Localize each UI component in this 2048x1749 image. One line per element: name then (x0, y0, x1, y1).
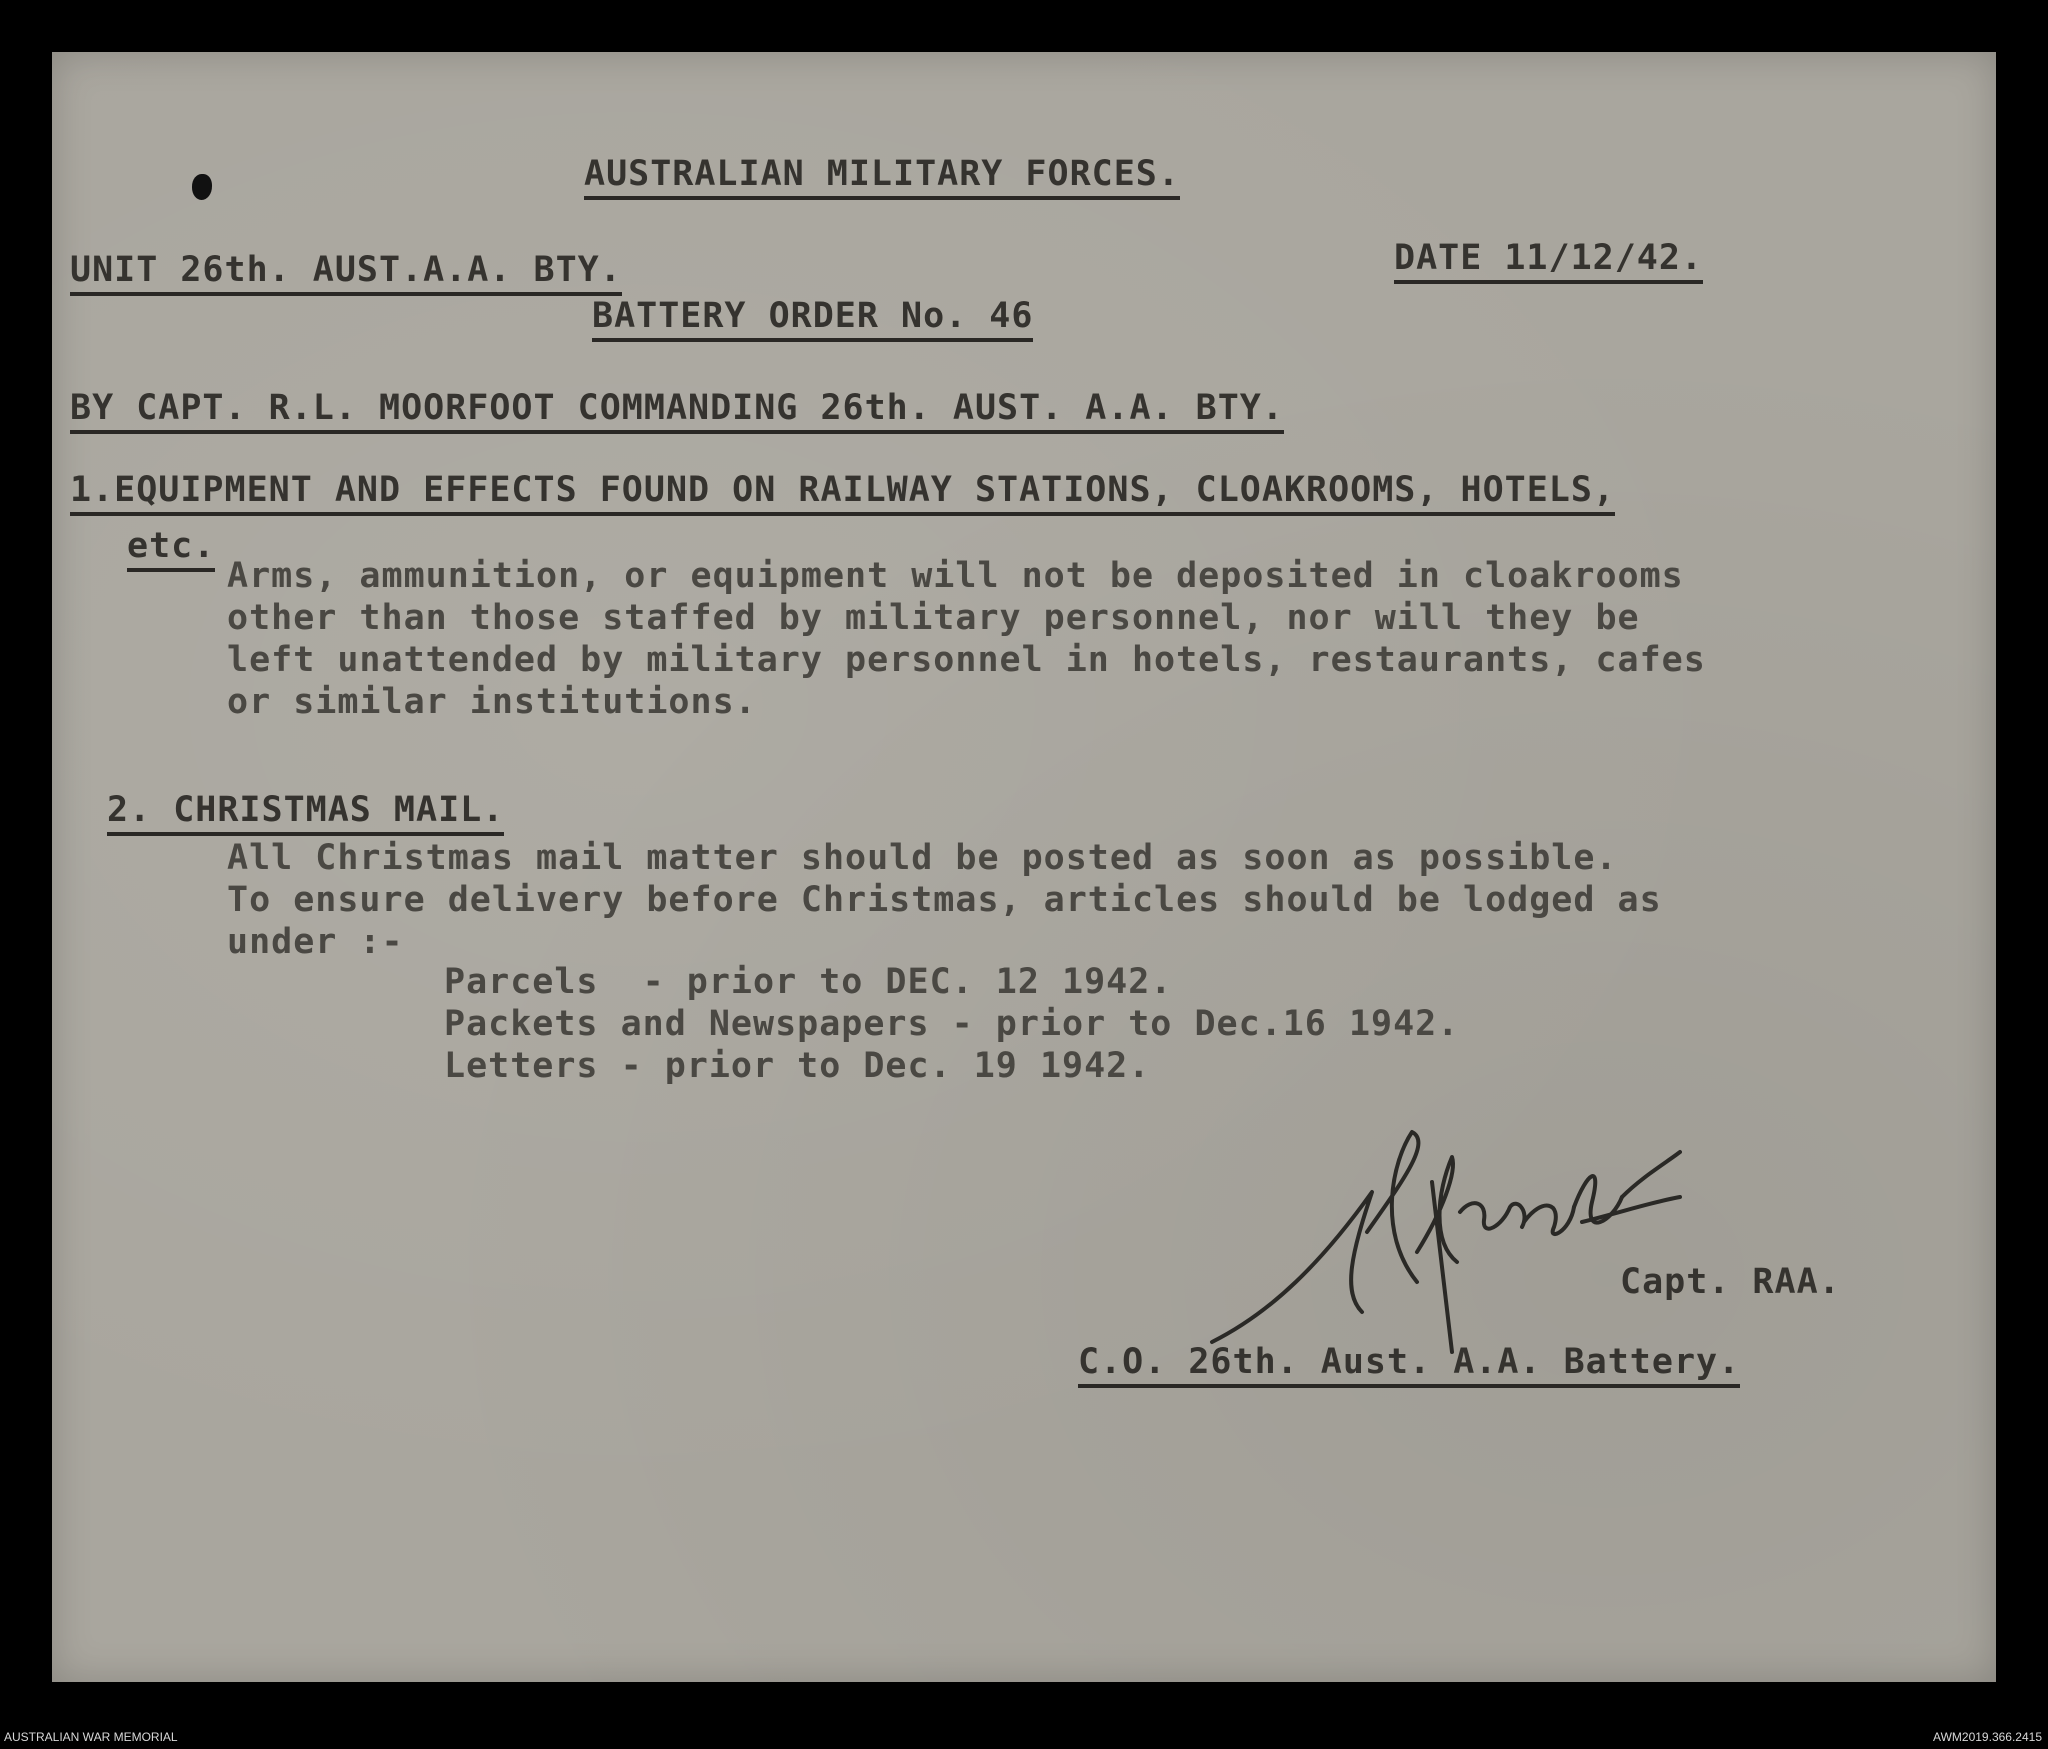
schedule-line: Packets and Newspapers - prior to Dec.16 1942. (444, 1004, 1460, 1044)
section1-body-line: other than those staffed by military personnel, nor will they be (227, 598, 1640, 638)
section1-body-line: or similar institutions. (227, 682, 757, 722)
section1-body-line: left unattended by military personnel in hotels, restaurants, cafes (227, 640, 1706, 680)
schedule-line: Letters - prior to Dec. 19 1942. (444, 1046, 1151, 1086)
signatory-title: C.O. 26th. Aust. A.A. Battery. (1078, 1342, 1740, 1388)
section2-body-line: To ensure delivery before Christmas, articles should be lodged as (227, 880, 1662, 920)
order-number: BATTERY ORDER No. 46 (592, 296, 1033, 342)
schedule-line: Parcels - prior to DEC. 12 1942. (444, 962, 1173, 1002)
section1-heading: 1.EQUIPMENT AND EFFECTS FOUND ON RAILWAY STATIONS, CLOAKROOMS, HOTELS, (70, 470, 1615, 516)
section2-body-line: under :- (227, 922, 404, 962)
section1-heading-cont: etc. (127, 526, 215, 572)
document-title: AUSTRALIAN MILITARY FORCES. (584, 154, 1180, 200)
unit-line: UNIT 26th. AUST.A.A. BTY. (70, 250, 622, 296)
document-page (52, 52, 1996, 1682)
section2-heading: 2. CHRISTMAS MAIL. (107, 790, 504, 836)
punch-hole (192, 174, 212, 200)
date-line: DATE 11/12/42. (1394, 238, 1703, 284)
handwritten-signature (1202, 1102, 1682, 1362)
by-line: BY CAPT. R.L. MOORFOOT COMMANDING 26th. AUST. A.A. BTY. (70, 388, 1284, 434)
signatory-rank: Capt. RAA. (1620, 1262, 1841, 1302)
footer-accession-number: AWM2019.366.2415 (1933, 1730, 2042, 1744)
footer-credit: AUSTRALIAN WAR MEMORIAL (4, 1730, 178, 1744)
section2-body-line: All Christmas mail matter should be posted as soon as possible. (227, 838, 1618, 878)
section1-body-line: Arms, ammunition, or equipment will not be deposited in cloakrooms (227, 556, 1684, 596)
